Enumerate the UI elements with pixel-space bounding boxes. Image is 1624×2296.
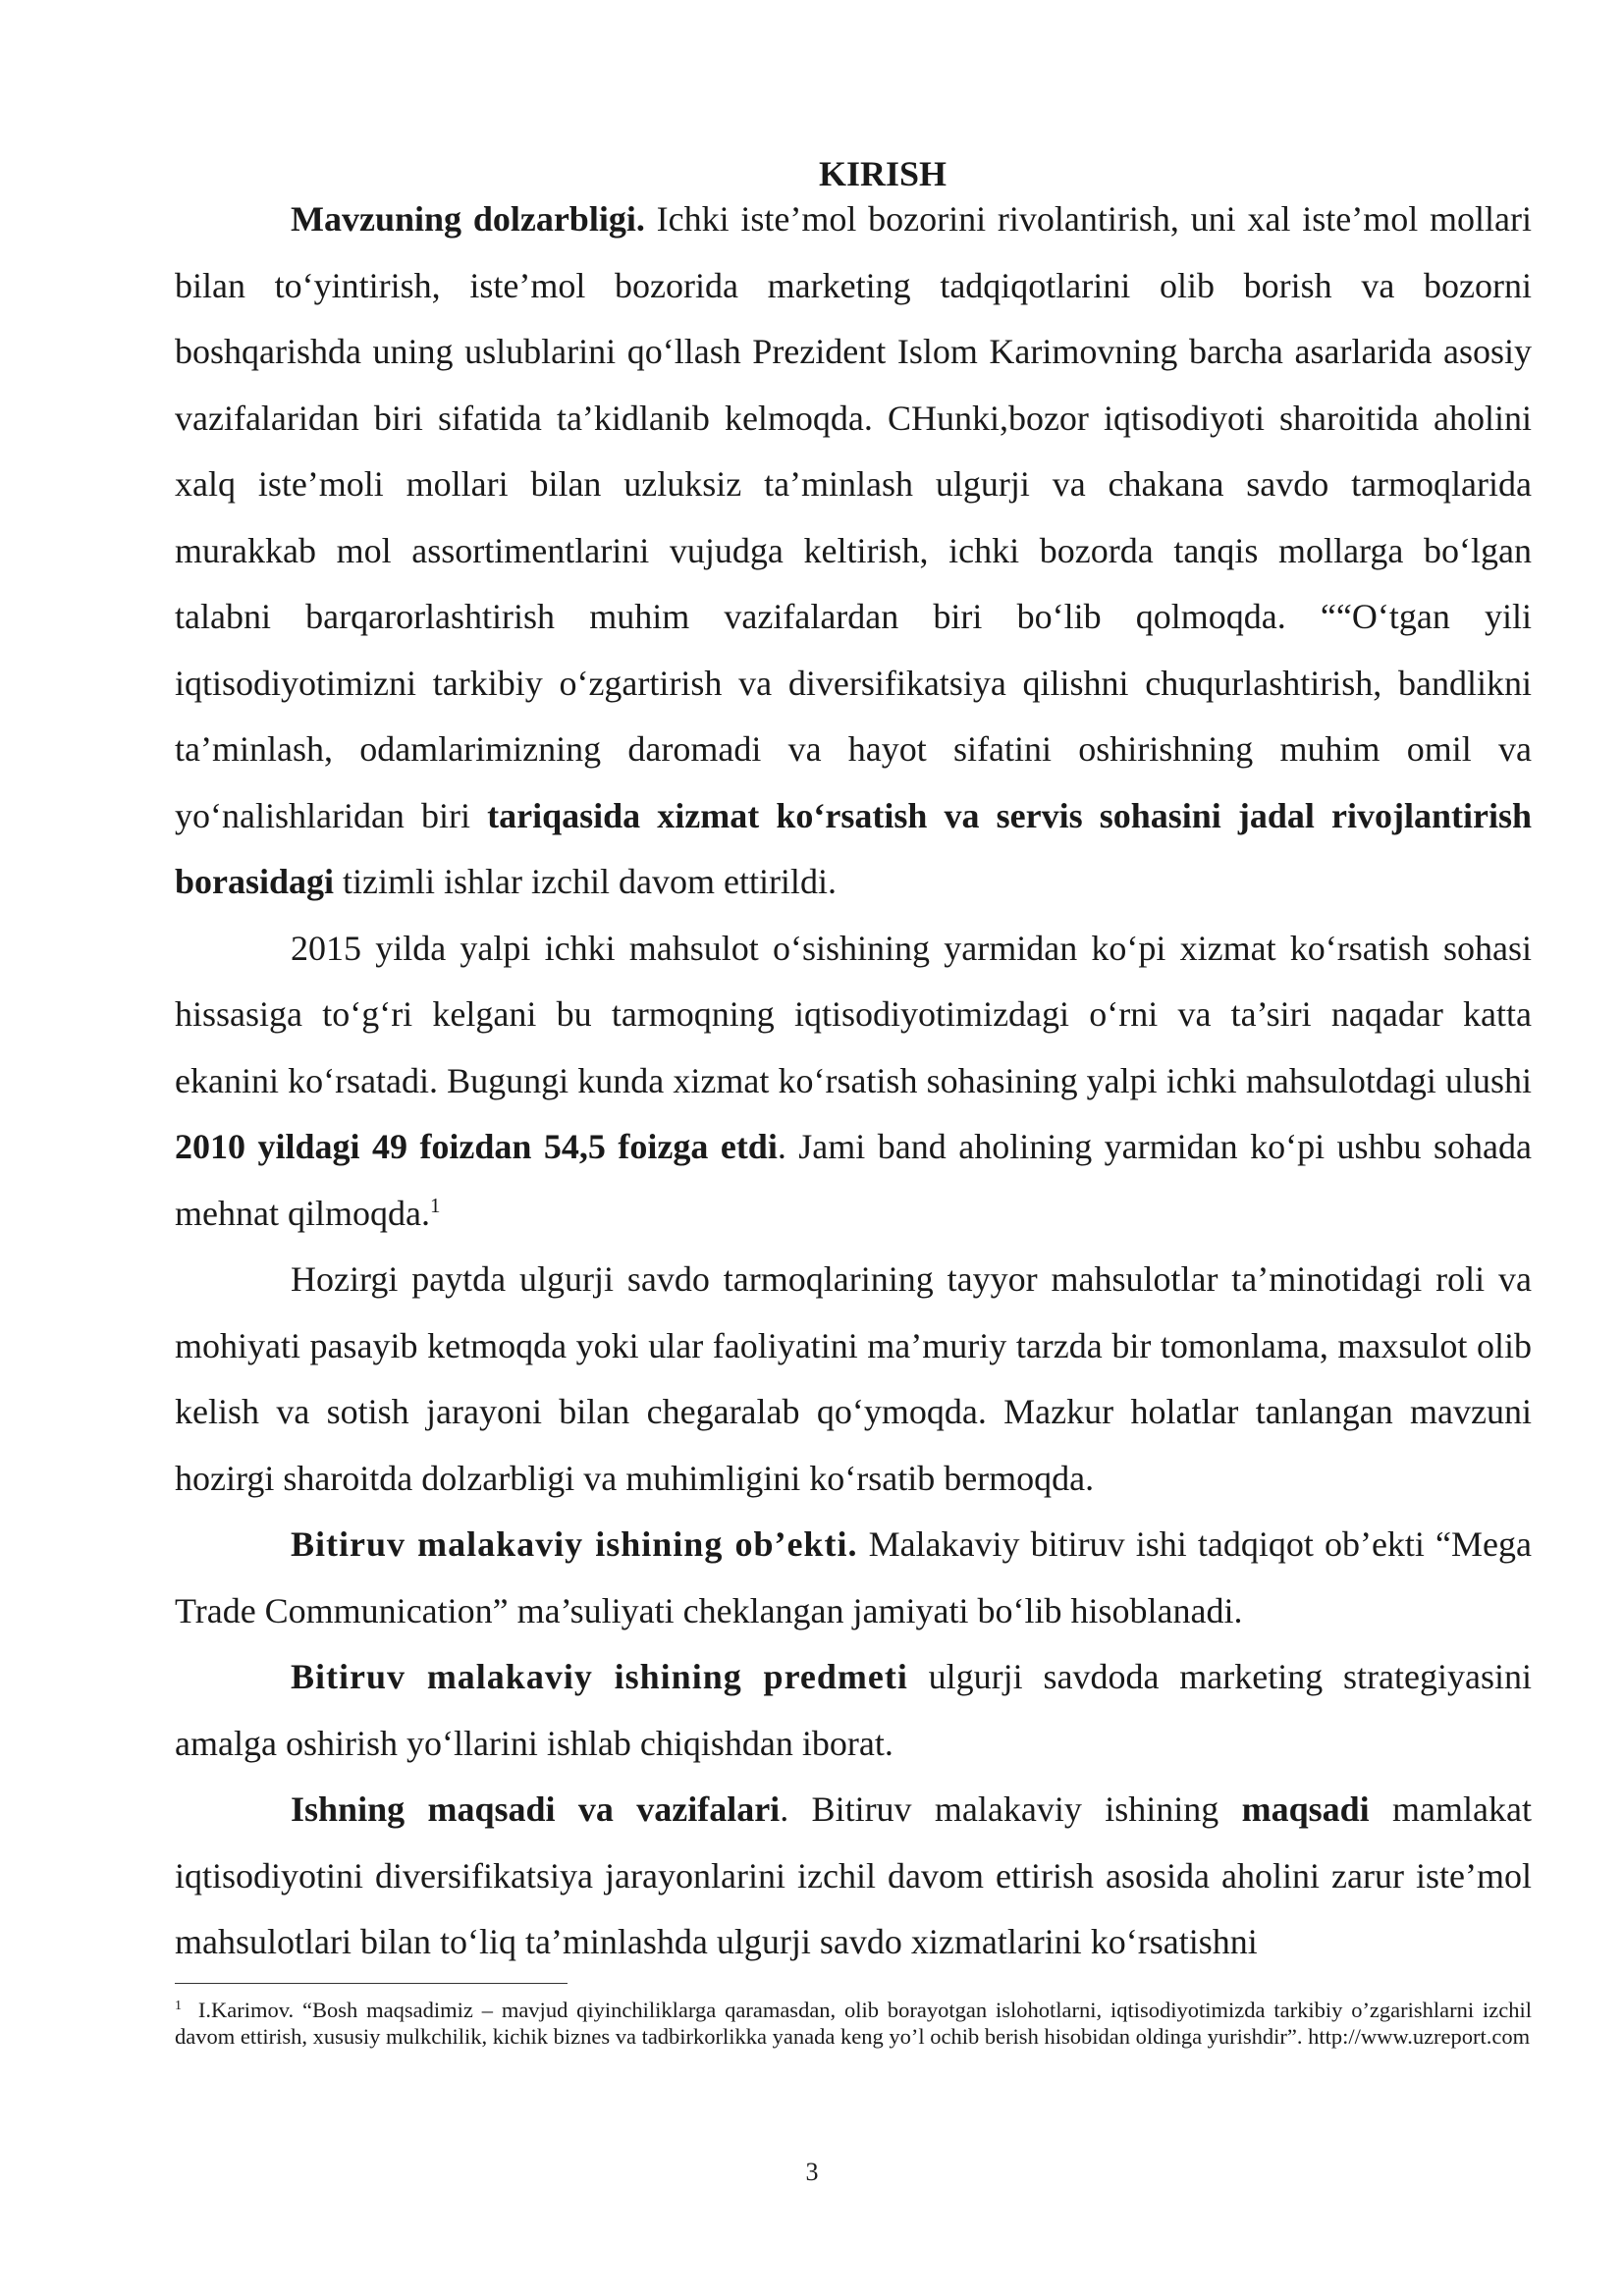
goals-bold: maqsadi bbox=[1241, 1789, 1370, 1829]
footnote-separator bbox=[175, 1983, 568, 1984]
goals-text: . Bitiruv malakaviy ishining bbox=[780, 1789, 1242, 1829]
subject-lead: Bitiruv malakaviy ishining predmeti bbox=[291, 1657, 908, 1696]
footnote-text: I.Karimov. “Bosh maqsadimiz – mavjud qiyinchiliklarga qaramasdan, olib borayotgan islohotlarni, iqtisodiyotimizda tarkibiy o’zgarishlarni izchil davom ettirish, xususiy mulkchilik, kichik biznes va tadbirkorlikka yanada keng yo’l ochib berish hisobidan oldinga yurishdir”. http://www.uzreport.com bbox=[175, 1998, 1532, 2049]
relevance-bold: tariqasida xizmat ko‘rsatish va servis sohasini jadal rivojlantirish borasidagi bbox=[175, 795, 1532, 901]
paragraph-goals bbox=[175, 1777, 1532, 1976]
paragraph-subject bbox=[175, 1644, 1532, 1777]
relevance-lead: Mavzuning dolzarbligi. bbox=[291, 199, 645, 239]
page-body bbox=[175, 152, 1532, 1976]
gdp-text: 2015 yilda yalpi ichki mahsulot o‘sishining yarmidan ko‘pi xizmat ko‘rsatish sohasi hissasiga to‘g‘ri kelgani bu tarmoqning iqtisodiyotimizdagi o‘rni va ta’siri naqadar katta ekanini ko‘rsatadi. Bugungi kunda xizmat ko‘rsatish sohasining yalpi ichki mahsulotdagi ulushi bbox=[175, 928, 1532, 1100]
footnote bbox=[175, 1997, 1532, 2050]
paragraph-relevance bbox=[175, 187, 1532, 916]
paragraph-object bbox=[175, 1512, 1532, 1644]
paragraph-gdp bbox=[175, 916, 1532, 1248]
subject-text: ulgurji savdoda marketing strategiyasini amalga oshirish yo‘llarini ishlab chiqishdan iborat. bbox=[175, 1657, 1532, 1763]
object-lead: Bitiruv malakaviy ishining ob’ekti. bbox=[291, 1524, 858, 1564]
section-heading: KIRISH bbox=[818, 154, 947, 193]
footnote-number: 1 bbox=[175, 1998, 182, 2013]
gdp-bold: 2010 yildagi 49 foizdan 54,5 foizga etdi bbox=[175, 1127, 778, 1166]
object-text: Malakaviy bitiruv ishi tadqiqot ob’ekti “Mega Trade Communication” ma’suliyati cheklangan jamiyati bo‘lib hisoblanadi. bbox=[175, 1524, 1532, 1630]
gdp-text-end: . Jami band aholining yarmidan ko‘pi ushbu sohada mehnat qilmoqda. bbox=[175, 1127, 1532, 1233]
footnote-reference[interactable]: 1 bbox=[429, 1193, 441, 1217]
relevance-text-end: tizimli ishlar izchil davom ettirildi. bbox=[334, 862, 837, 901]
goals-text-end: mamlakat iqtisodiyotini diversifikatsiya jarayonlarini izchil davom ettirish asosida aholini zarur iste’mol mahsulotlari bilan to‘liq ta’minlashda ulgurji savdo xizmatlarini ko‘rsatishni bbox=[175, 1789, 1532, 1961]
relevance-text: Ichki iste’mol bozorini rivolantirish, uni xal iste’mol mollari bilan to‘yintirish, iste’mol bozorida marketing tadqiqotlarini olib borish va bozorni boshqarishda uning uslublarini qo‘llash Prezident Islom Karimovning barcha asarlarida asosiy vazifalaridan biri sifatida ta’kidlanib kelmoqda. CHunki,bozor iqtisodiyoti sharoitida aholini xalq iste’moli mollari bilan uzluksiz ta’minlash ulgurji va chakana savdo tarmoqlarida murakkab mol assortimentlarini vujudga keltirish, ichki bozorda tanqis mollarga bo‘lgan talabni barqarorlashtirish muhim vazifalardan biri bo‘lib qolmoqda. ““O‘tgan yili iqtisodiyotimizni tarkibiy o‘zgartirish va diversifikatsiya qilishni chuqurlashtirish, bandlikni ta’minlash, odamlarimizning daromadi va hayot sifatini oshirishning muhim omil va yo‘nalishlaridan biri bbox=[175, 199, 1533, 835]
goals-lead: Ishning maqsadi va vazifalari bbox=[291, 1789, 781, 1829]
page-number: 3 bbox=[805, 2158, 819, 2186]
paragraph-wholesale bbox=[175, 1247, 1532, 1512]
wholesale-text: Hozirgi paytda ulgurji savdo tarmoqlarining tayyor mahsulotlar ta’minotidagi roli va mohiyati pasayib ketmoqda yoki ular faoliyatini ma’muriy tarzda bir tomonlama, maxsulot olib kelish va sotish jarayoni bilan chegaralab qo‘ymoqda. Mazkur holatlar tanlangan mavzuni hozirgi sharoitda dolzarbligi va muhimligini ko‘rsatib bermoqda. bbox=[175, 1259, 1532, 1498]
